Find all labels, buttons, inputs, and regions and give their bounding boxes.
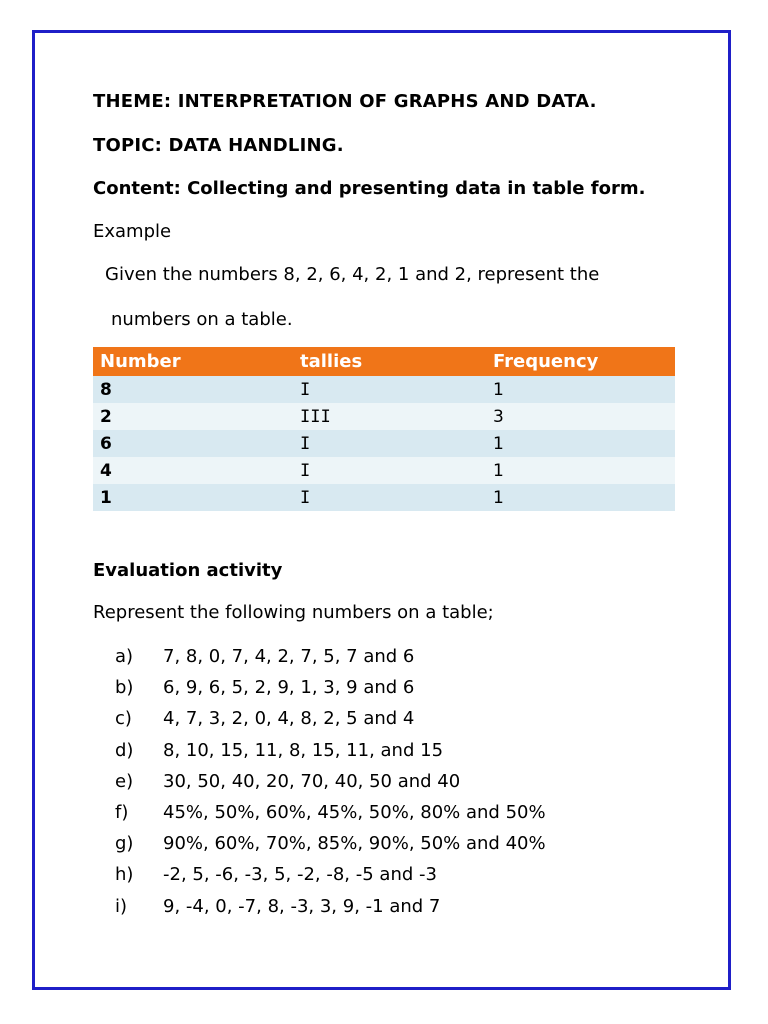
cell-frequency: 3 — [486, 403, 675, 430]
item-label: c) — [115, 708, 132, 730]
example-label: Example — [93, 221, 172, 242]
table-row — [93, 430, 675, 457]
item-text: 30, 50, 40, 20, 70, 40, 50 and 40 — [163, 770, 461, 792]
cell-tally: I — [293, 484, 486, 511]
item-label: f) — [115, 801, 129, 823]
item-text: 45%, 50%, 60%, 45%, 50%, 80% and 50% — [163, 801, 546, 823]
table-row — [93, 457, 675, 484]
cell-number: 1 — [93, 484, 293, 511]
item-text: 4, 7, 3, 2, 0, 4, 8, 2, 5 and 4 — [163, 708, 415, 730]
example-question-line1: Given the numbers 8, 2, 6, 4, 2, 1 and 2, represent the — [105, 264, 600, 285]
item-label: i) — [115, 895, 128, 917]
column-header-number: Number — [93, 347, 293, 376]
item-text: -2, 5, -6, -3, 5, -2, -8, -5 and -3 — [163, 864, 437, 886]
evaluation-heading: Evaluation activity — [93, 560, 283, 581]
item-text: 9, -4, 0, -7, 8, -3, 3, 9, -1 and 7 — [163, 895, 441, 917]
cell-tally: I — [293, 376, 486, 403]
cell-tally: III — [293, 403, 486, 430]
cell-tally: I — [293, 457, 486, 484]
item-label: a) — [115, 646, 134, 667]
list-item — [115, 676, 546, 707]
cell-frequency: 1 — [486, 430, 675, 457]
item-label: g) — [115, 833, 134, 855]
column-header-tallies: tallies — [293, 347, 486, 376]
topic-heading: TOPIC: DATA HANDLING. — [93, 135, 344, 156]
cell-number: 8 — [93, 376, 293, 403]
table-header-row — [93, 347, 675, 376]
table-row — [93, 376, 675, 403]
cell-number: 4 — [93, 457, 293, 484]
item-text: 8, 10, 15, 11, 8, 15, 11, and 15 — [163, 739, 444, 761]
item-label: e) — [115, 770, 134, 792]
item-label: b) — [115, 677, 134, 699]
column-header-frequency: Frequency — [486, 347, 675, 376]
cell-tally: I — [293, 430, 486, 457]
list-item — [115, 832, 546, 863]
frequency-table — [93, 347, 675, 511]
list-item — [115, 863, 546, 894]
list-item — [115, 770, 546, 801]
list-item — [115, 895, 546, 926]
cell-frequency: 1 — [486, 484, 675, 511]
list-item — [115, 801, 546, 832]
item-text: 7, 8, 0, 7, 4, 2, 7, 5, 7 and 6 — [163, 646, 415, 667]
theme-heading: THEME: INTERPRETATION OF GRAPHS AND DATA. — [93, 91, 597, 112]
content-heading: Content: Collecting and presenting data in table form. — [93, 178, 646, 199]
cell-number: 6 — [93, 430, 293, 457]
table-row — [93, 484, 675, 511]
item-text: 6, 9, 6, 5, 2, 9, 1, 3, 9 and 6 — [163, 677, 415, 699]
table-row — [93, 403, 675, 430]
cell-frequency: 1 — [486, 457, 675, 484]
list-item — [115, 707, 546, 738]
item-label: d) — [115, 739, 134, 761]
exercise-list — [115, 645, 546, 926]
list-item — [115, 739, 546, 770]
cell-number: 2 — [93, 403, 293, 430]
item-text: 90%, 60%, 70%, 85%, 90%, 50% and 40% — [163, 833, 546, 855]
evaluation-instruction: Represent the following numbers on a table; — [93, 602, 494, 623]
cell-frequency: 1 — [486, 376, 675, 403]
example-question-line2: numbers on a table. — [111, 309, 293, 330]
item-label: h) — [115, 864, 134, 886]
list-item — [115, 645, 546, 676]
